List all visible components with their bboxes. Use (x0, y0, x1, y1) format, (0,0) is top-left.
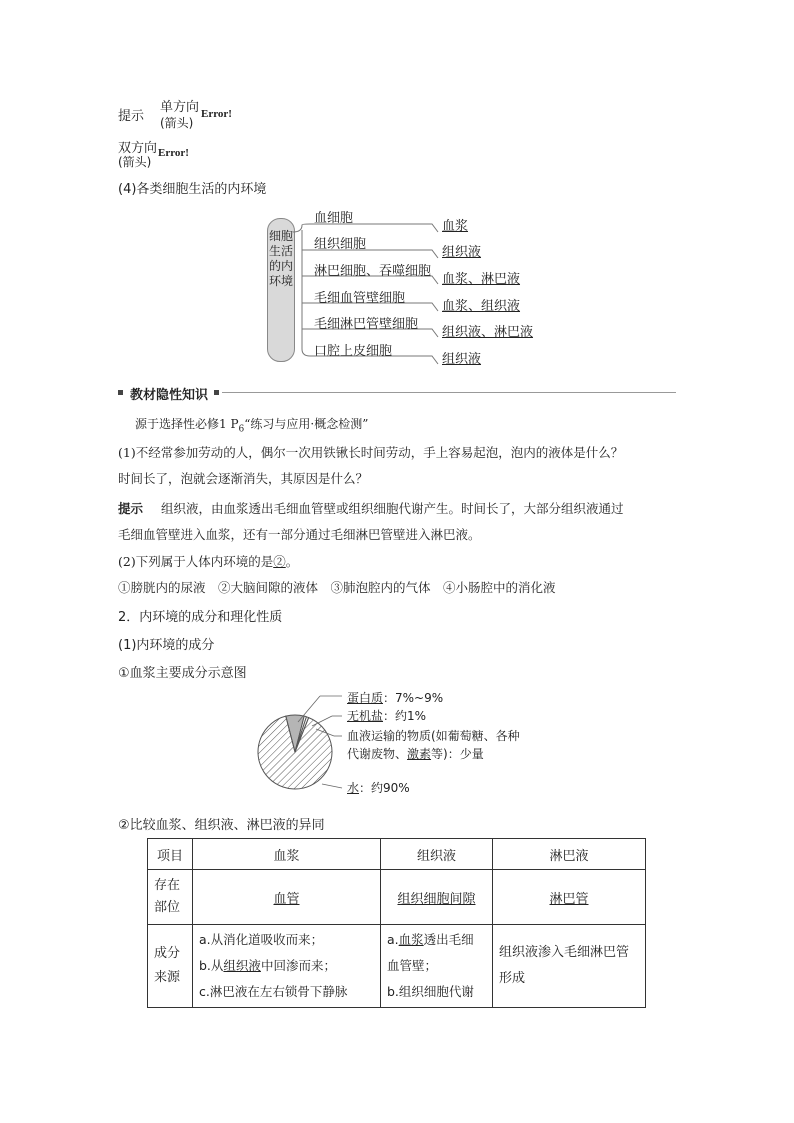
cell-row-3: 淋巴细胞、吞噬细胞 (314, 264, 432, 279)
banner-square-left (118, 390, 123, 395)
tissue-source-a (387, 927, 486, 953)
row-label-source: 成分来源 (148, 925, 193, 1008)
plasma-source-b (199, 953, 374, 979)
pie-label-protein-name: 蛋白质 (347, 691, 384, 705)
tissue-source-b: b.组织细胞代谢 (387, 984, 474, 999)
comparison-table (147, 838, 646, 1008)
two-way-text: 双方向 (118, 141, 158, 156)
pie-label-water-rest: ：约90% (359, 781, 410, 795)
table-row (148, 870, 646, 925)
pie-label-water (347, 779, 410, 796)
a1-label: 提示 (118, 501, 144, 516)
pie-label-protein (347, 689, 443, 706)
plasma-source-c: c.淋巴液在左右锁骨下静脉 (199, 984, 348, 999)
cell-plasma-source (193, 925, 381, 1008)
two-way-sub: (箭头) (118, 155, 152, 169)
pie-label-transport-2 (347, 745, 484, 762)
cell-row-4: 毛细血管壁细胞 (314, 291, 406, 306)
cell-lymph-location: 淋巴管 (493, 870, 646, 925)
section2-sub1b: ②比较血浆、组织液、淋巴液的异同 (118, 818, 325, 833)
banner-square-right (214, 390, 219, 395)
section2-heading: 2．内环境的成分和理化性质 (118, 610, 283, 625)
cell-row-2: 组织细胞 (314, 237, 367, 252)
table-header: 组织液 (381, 839, 493, 870)
table-header: 血浆 (193, 839, 381, 870)
spine-label: 细胞生活的内环境 (268, 229, 293, 288)
section2-sub1: (1)内环境的成分 (118, 638, 215, 653)
diagram-connectors (0, 0, 794, 400)
row-label-location: 存在部位 (148, 870, 193, 925)
pie-label-protein-rest: ：7%~9% (383, 691, 444, 705)
table-header: 淋巴液 (493, 839, 646, 870)
pie-label-transport-pre: 代谢废物、 (347, 747, 408, 761)
pie-label-transport-rest: 等)：少量 (431, 747, 484, 761)
one-way-sub: (箭头) (160, 116, 194, 130)
cell-tissue-location: 组织细胞间隙 (381, 870, 493, 925)
plasma-source-b-u: 组织液 (223, 958, 261, 973)
hint-label: 提示 (118, 109, 145, 124)
source-sub: 6 (238, 424, 245, 435)
pie-label-transport-1: 血液运输的物质(如葡萄糖、各种 (347, 729, 520, 743)
source-pre: 源于选择性必修1 P (135, 417, 239, 431)
q2-answer: ② (273, 554, 286, 569)
a1-text: 组织液，由血浆透出毛细血管壁或组织细胞代谢产生。时间长了，大部分组织液通过 (161, 501, 624, 516)
tissue-source-a-u: 血浆 (398, 932, 424, 947)
pie-label-water-name: 水 (347, 781, 360, 795)
source-post: “练习与应用·概念检测” (244, 417, 369, 431)
plasma-source-b-post: 中回渗而来； (260, 958, 336, 973)
table-row (148, 925, 646, 1008)
q1-line-2: 时间长了，泡就会逐渐消失，其原因是什么？ (118, 471, 369, 486)
table-header-row (148, 839, 646, 870)
one-way-text: 单方向 (160, 100, 200, 115)
table-header: 项目 (148, 839, 193, 870)
cell-row-5: 毛细淋巴管壁细胞 (314, 317, 419, 332)
pie-label-salt-name: 无机盐 (347, 709, 384, 723)
q2-post: 。 (285, 554, 299, 569)
q2-pre: (2)下列属于人体内环境的是 (118, 554, 274, 569)
a1-line-2: 毛细血管壁进入血浆，还有一部分通过毛细淋巴管壁进入淋巴液。 (118, 527, 481, 542)
env-row-6: 组织液 (442, 352, 482, 367)
cell-lymph-source: 组织液渗入毛细淋巴管形成 (493, 925, 646, 1008)
cell-tissue-source (381, 925, 493, 1008)
plasma-source-a: a.从消化道吸收而来； (199, 932, 324, 947)
tissue-source-a-post: 透出毛细 (423, 932, 474, 947)
banner-rule (222, 392, 676, 393)
q2-options: ①膀胱内的尿液 ②大脑间隙的液体 ③肺泡腔内的气体 ④小肠腔中的消化液 (118, 580, 556, 595)
tissue-source-a-pre: a. (387, 932, 399, 947)
plasma-source-b-pre: b.从 (199, 958, 224, 973)
section2-sub1a: ①血浆主要成分示意图 (118, 666, 247, 681)
hidden-knowledge-title: 教材隐性知识 (130, 388, 209, 403)
q2-line (118, 552, 298, 570)
tissue-source-a2: 血管壁； (387, 958, 438, 973)
pie-label-salt-rest: ：约1% (383, 709, 427, 723)
env-row-3: 血浆、淋巴液 (442, 272, 521, 287)
source-line (135, 415, 368, 434)
cell-plasma-location: 血管 (193, 870, 381, 925)
q1-line-1: (1)不经常参加劳动的人，偶尔一次用铁锹长时间劳动，手上容易起泡，泡内的液体是什么？ (118, 445, 624, 460)
section4-heading: (4)各类细胞生活的内环境 (118, 182, 267, 197)
cell-row-1: 血细胞 (314, 211, 354, 226)
env-row-4: 血浆、组织液 (442, 299, 521, 314)
env-row-1: 血浆 (442, 219, 469, 234)
env-row-5: 组织液、淋巴液 (442, 325, 534, 340)
a1-line-1 (118, 499, 624, 517)
error-text-1: Error! (201, 108, 232, 120)
cell-row-6: 口腔上皮细胞 (314, 344, 393, 359)
env-row-2: 组织液 (442, 245, 482, 260)
pie-label-salt (347, 707, 426, 724)
pie-label-hormone: 激素 (407, 747, 432, 761)
error-text-2: Error! (158, 147, 189, 159)
